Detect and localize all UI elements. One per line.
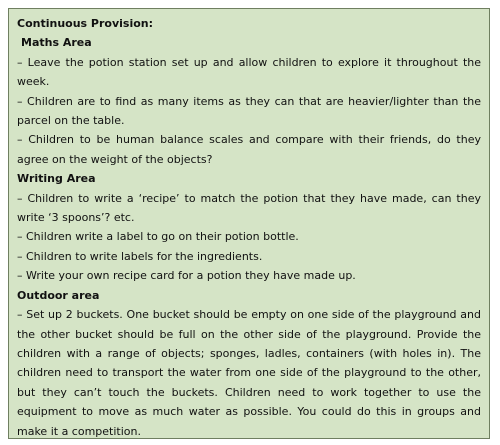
outdoor-item: – Set up 2 buckets. One bucket should be empty on one side of the playground and the other bucket should be full on the other side of the playground. Provide the children with a range of objects; sponges, ladles, containers (with holes in). The children need to transport the water from one side of the playground to the other, but they can’t touch the buckets. Children need to work together to use the equipment to move as much water as possible. You could do this in groups and make it a competition.: [17, 308, 481, 438]
document-title: Continuous Provision:: [17, 17, 154, 30]
maths-item: – Children to be human balance scales and compare with their friends, do they agree on the weight of the objects?: [17, 133, 481, 166]
writing-item: – Children write a label to go on their potion bottle.: [17, 230, 299, 244]
section-heading-writing: Writing Area: [17, 172, 96, 186]
section-heading-outdoor: Outdoor area: [17, 288, 100, 302]
maths-item: – Leave the potion station set up and allow children to explore it throughout the week.: [17, 55, 481, 89]
writing-item: – Children to write labels for the ingredients.: [17, 249, 263, 263]
document-body: [17, 14, 481, 439]
writing-item: – Write your own recipe card for a potion they have made up.: [17, 269, 356, 283]
writing-item: – Children to write a ‘recipe’ to match the potion that they have made, can they write ‘3 spoons’? etc.: [17, 191, 481, 225]
section-heading-maths: Maths Area: [21, 36, 92, 50]
maths-item: – Children are to find as many items as they can that are heavier/lighter than the parcel on the table.: [17, 94, 481, 128]
continuous-provision-panel: [8, 8, 490, 439]
